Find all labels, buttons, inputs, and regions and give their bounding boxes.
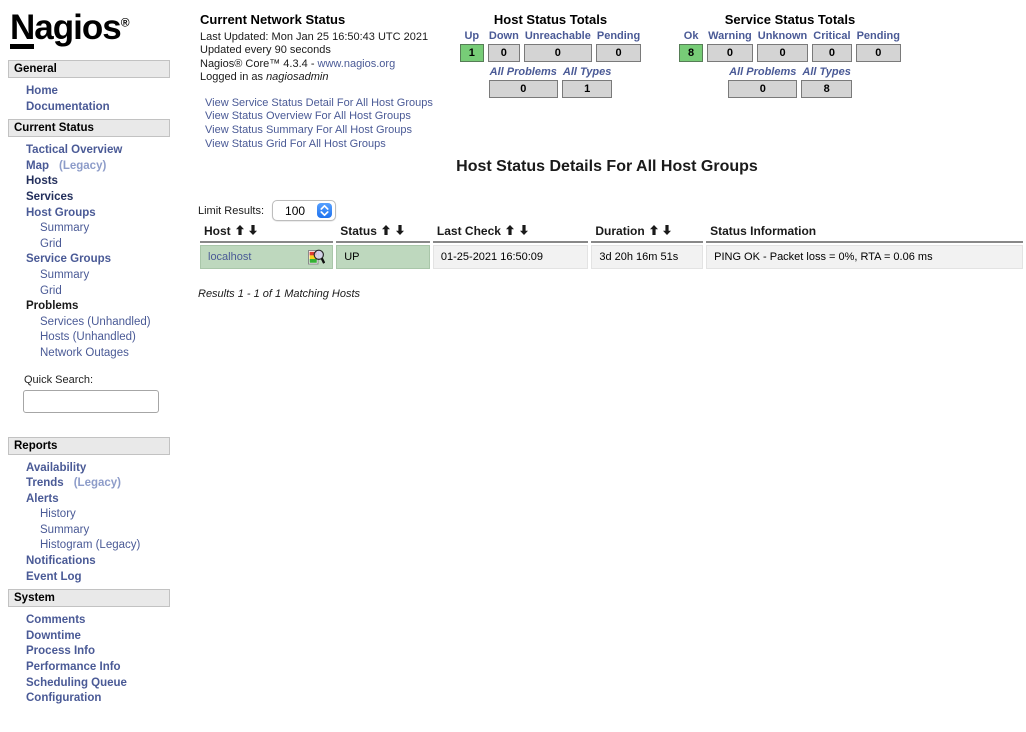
sidebar-item-services[interactable]: Services	[26, 190, 74, 203]
view-links	[200, 97, 465, 152]
sidebar-nav-reports	[8, 455, 170, 590]
update-interval: Updated every 90 seconds	[200, 44, 331, 57]
column-label: Host	[204, 224, 231, 238]
logo-rest: agios	[34, 8, 121, 47]
column-header-duration	[591, 222, 703, 243]
column-header-status	[336, 222, 430, 243]
table-header-row	[200, 222, 1023, 243]
sidebar-item-label: Map	[26, 159, 49, 172]
sidebar-section-current-status: Current Status	[8, 119, 170, 137]
column-label: Duration	[595, 224, 645, 238]
service-totals-count-unknown[interactable]: 0	[757, 44, 809, 62]
nagios-org-link[interactable]: www.nagios.org	[317, 57, 396, 70]
sidebar-section-reports: Reports	[8, 437, 170, 455]
last-updated: Last Updated: Mon Jan 25 16:50:43 UTC 2021	[200, 31, 429, 43]
legacy-suffix[interactable]: (Legacy)	[73, 477, 122, 490]
sidebar	[8, 60, 170, 711]
sidebar-item-services-unhandled[interactable]: Services (Unhandled)	[40, 315, 151, 328]
sidebar-item-hosts-unhandled[interactable]: Hosts (Unhandled)	[40, 331, 136, 344]
service-totals-table	[675, 28, 905, 64]
host-totals-header-all-problems[interactable]: All Problems	[489, 66, 557, 78]
host-totals-header-up[interactable]: Up	[464, 30, 480, 42]
current-network-status	[200, 12, 465, 151]
page-title: Host Status Details For All Host Groups	[456, 158, 758, 175]
sidebar-nav-general	[8, 78, 170, 119]
legacy-suffix[interactable]: (Legacy)	[59, 159, 107, 172]
table-row	[200, 245, 1023, 269]
host-totals-count-all-types[interactable]: 1	[562, 80, 613, 98]
service-totals-header-pending[interactable]: Pending	[856, 30, 900, 42]
sidebar-item-scheduling-queue[interactable]: Scheduling Queue	[26, 676, 127, 689]
sidebar-section-system: System	[8, 589, 170, 607]
sort-ascending-icon[interactable]	[650, 224, 658, 238]
service-totals-count-pending[interactable]: 0	[856, 44, 901, 62]
nagios-logo	[10, 8, 129, 49]
host-totals-header-all-types[interactable]: All Types	[562, 66, 612, 78]
column-header-status-information	[706, 222, 1023, 243]
host-totals-title: Host Status Totals	[493, 12, 608, 27]
limit-results-label: Limit Results:	[198, 204, 265, 217]
sidebar-item-alerts[interactable]: Alerts	[26, 492, 59, 505]
sidebar-item-map[interactable]	[8, 159, 170, 175]
sidebar-item-downtime[interactable]: Downtime	[26, 629, 81, 642]
service-totals-subtable	[724, 64, 856, 100]
logo-initial: N	[10, 11, 34, 49]
sort-descending-icon[interactable]	[520, 224, 528, 238]
sidebar-item-availability[interactable]: Availability	[26, 461, 87, 474]
service-totals-header-unknown[interactable]: Unknown	[757, 30, 808, 42]
sidebar-item-host-groups[interactable]: Host Groups	[26, 206, 96, 219]
service-totals-header-warning[interactable]: Warning	[708, 30, 752, 42]
service-totals-header-all-problems[interactable]: All Problems	[729, 66, 797, 78]
sort-ascending-icon[interactable]	[506, 224, 514, 238]
sort-descending-icon[interactable]	[663, 224, 671, 238]
sidebar-item-configuration[interactable]: Configuration	[26, 692, 102, 705]
sidebar-item-process-info[interactable]: Process Info	[26, 645, 96, 658]
sidebar-item-notifications[interactable]: Notifications	[26, 555, 96, 568]
service-totals-count-ok[interactable]: 8	[679, 44, 703, 62]
sidebar-label-problems: Problems	[26, 300, 79, 313]
sidebar-item-event-log[interactable]: Event Log	[26, 570, 82, 583]
sidebar-item-service-groups[interactable]: Service Groups	[26, 253, 112, 266]
sort-descending-icon[interactable]	[396, 224, 404, 238]
sidebar-item-tactical-overview[interactable]: Tactical Overview	[26, 144, 123, 157]
sidebar-item-performance-info[interactable]: Performance Info	[26, 661, 121, 674]
service-totals-count-all-problems[interactable]: 0	[728, 80, 797, 98]
host-totals-count-up[interactable]: 1	[460, 44, 484, 62]
column-label: Last Check	[436, 224, 501, 238]
service-totals-count-all-types[interactable]: 8	[801, 80, 852, 98]
limit-results-select[interactable]	[272, 200, 336, 221]
quick-search-input[interactable]	[23, 390, 159, 413]
results-count: Results 1 - 1 of 1 Matching Hosts	[198, 288, 361, 300]
host-totals-count-down[interactable]: 0	[488, 44, 520, 62]
host-link[interactable]: localhost	[208, 251, 252, 263]
service-status-totals	[666, 12, 914, 100]
version-text: Nagios® Core™ 4.3.4 -	[200, 57, 318, 70]
host-status-totals	[448, 12, 653, 100]
sidebar-item-servicegroup-grid[interactable]: Grid	[40, 284, 62, 297]
host-status-table	[197, 220, 1026, 271]
column-label: Status	[340, 224, 377, 238]
host-totals-header-pending[interactable]: Pending	[596, 30, 641, 42]
sidebar-nav-current-status	[8, 137, 170, 365]
sidebar-item-servicegroup-summary[interactable]: Summary	[40, 268, 90, 281]
view-service-status-detail-link[interactable]: View Service Status Detail For All Host Groups	[205, 96, 433, 109]
logged-in-line	[200, 71, 465, 84]
service-totals-count-critical[interactable]: 0	[812, 44, 851, 62]
host-totals-header-unreachable[interactable]: Unreachable	[524, 30, 591, 42]
logged-in-text: Logged in as	[200, 71, 267, 84]
version-line	[200, 58, 465, 71]
sidebar-item-comments[interactable]: Comments	[26, 614, 86, 627]
host-cell	[200, 245, 333, 269]
service-totals-header-critical[interactable]: Critical	[813, 30, 851, 42]
sidebar-item-trends[interactable]	[8, 476, 170, 492]
sidebar-item-alert-history[interactable]: History	[40, 508, 76, 521]
sidebar-item-alert-histogram[interactable]: Histogram (Legacy)	[40, 539, 141, 552]
sidebar-item-hostgroup-summary[interactable]: Summary	[40, 222, 90, 235]
registered-mark: ®	[120, 15, 129, 30]
logged-in-user: nagiosadmin	[266, 71, 329, 84]
sidebar-item-home[interactable]: Home	[26, 85, 58, 97]
host-status-detail-icon[interactable]	[308, 249, 325, 265]
sort-descending-icon[interactable]	[249, 224, 257, 238]
host-totals-subtable	[485, 64, 617, 100]
column-label: Status Information	[710, 224, 817, 238]
host-totals-count-all-problems[interactable]: 0	[489, 80, 558, 98]
quick-search-label: Quick Search:	[24, 373, 94, 386]
service-totals-header-ok[interactable]: Ok	[683, 30, 699, 42]
service-totals-count-warning[interactable]: 0	[707, 44, 753, 62]
last-check-cell: 01-25-2021 16:50:09	[433, 245, 588, 269]
view-status-grid-link[interactable]: View Status Grid For All Host Groups	[205, 137, 386, 150]
service-totals-title: Service Status Totals	[724, 12, 856, 27]
sidebar-item-hostgroup-grid[interactable]: Grid	[40, 237, 62, 250]
sidebar-item-hosts[interactable]: Hosts	[26, 175, 58, 188]
column-header-host	[200, 222, 333, 243]
service-totals-header-all-types[interactable]: All Types	[802, 66, 851, 78]
sidebar-nav-system	[8, 607, 170, 711]
view-status-summary-link[interactable]: View Status Summary For All Host Groups	[205, 124, 413, 137]
host-totals-header-down[interactable]: Down	[488, 30, 519, 42]
status-information-cell: PING OK - Packet loss = 0%, RTA = 0.06 ms	[706, 245, 1023, 269]
sidebar-item-alert-summary[interactable]: Summary	[40, 523, 90, 536]
sidebar-item-network-outages[interactable]: Network Outages	[40, 346, 129, 359]
host-totals-count-pending[interactable]: 0	[596, 44, 641, 62]
status-cell: UP	[336, 245, 430, 269]
view-status-overview-link[interactable]: View Status Overview For All Host Groups	[205, 110, 411, 123]
select-stepper-icon	[317, 203, 332, 218]
quick-search	[8, 374, 170, 413]
sidebar-section-general: General	[8, 60, 170, 78]
column-header-last-check	[433, 222, 588, 243]
host-totals-count-unreachable[interactable]: 0	[524, 44, 592, 62]
limit-results-value: 100	[285, 203, 306, 218]
sidebar-item-documentation[interactable]: Documentation	[26, 100, 110, 113]
network-status-title: Current Network Status	[200, 12, 346, 27]
sort-ascending-icon[interactable]	[236, 224, 244, 238]
limit-results-row	[198, 200, 336, 221]
host-totals-table	[456, 28, 646, 64]
sidebar-item-label: Trends	[26, 477, 64, 490]
duration-cell: 3d 20h 16m 51s	[591, 245, 703, 269]
sort-ascending-icon[interactable]	[382, 224, 390, 238]
